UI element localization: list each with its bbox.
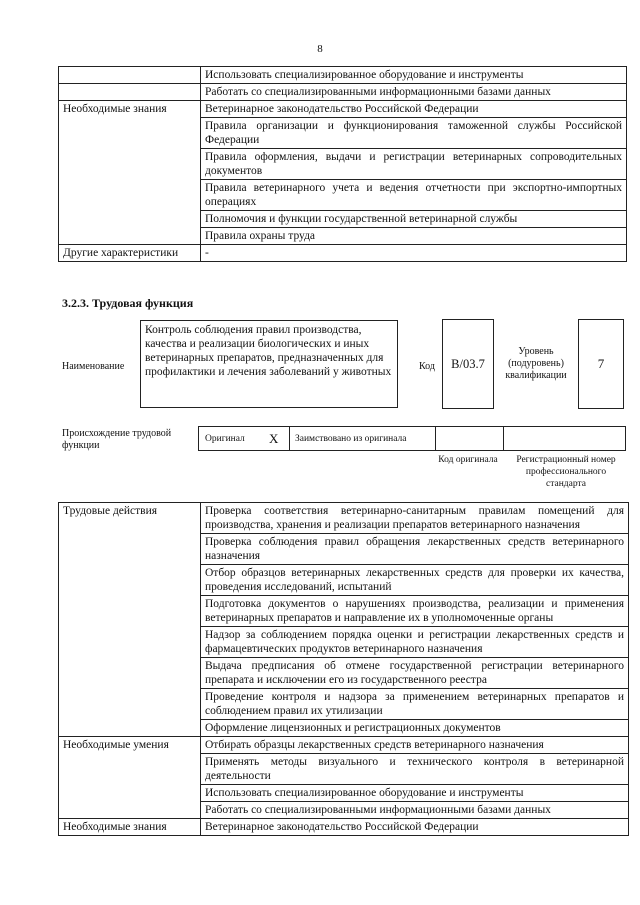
- table-row: [59, 503, 629, 534]
- list-item: Проверка соблюдения правил обращения лекарственных средств ветеринарного назначения: [201, 534, 629, 565]
- list-item: Выдача предписания об отмене государственной регистрации ветеринарного препарата и исключении его из государственного реестра: [201, 658, 629, 689]
- row-label: [59, 67, 201, 84]
- labor-function-table: [58, 502, 629, 836]
- row-label-other: Другие характеристики: [59, 245, 201, 262]
- row-label-skills: Необходимые умения: [59, 737, 201, 819]
- list-item: Правила организации и функционирования таможенной службы Российской Федерации: [201, 118, 627, 149]
- table-row: [59, 84, 627, 101]
- list-item: Проведение контроля и надзора за применением ветеринарных препаратов и соблюдением правил их утилизации: [201, 689, 629, 720]
- list-item: Использовать специализированное оборудование и инструменты: [201, 785, 629, 802]
- list-item: Надзор за соблюдением порядка оценки и регистрации лекарственных средств и фармацевтических продуктов ветеринарного назначения: [201, 627, 629, 658]
- list-item: Работать со специализированными информационными базами данных: [201, 802, 629, 819]
- original-label: Оригинал: [205, 433, 245, 444]
- top-requirements-table: [58, 66, 627, 262]
- list-item: Применять методы визуального и технического контроля в ветеринарной деятельности: [201, 754, 629, 785]
- list-item: Проверка соответствия ветеринарно-санитарным правилам помещений для производства, хранения и реализации препаратов ветеринарного назначения: [201, 503, 629, 534]
- table-row: [59, 819, 629, 836]
- list-item: Отбор образцов ветеринарных лекарственных средств для проверки их качества, проведения исследований, испытаний: [201, 565, 629, 596]
- name-label: Наименование: [62, 361, 125, 372]
- list-item: Подготовка документов о нарушениях производства, реализации и применения ветеринарных препаратов и направление их в уполномоченные органы: [201, 596, 629, 627]
- code-label: Код: [419, 361, 435, 372]
- list-item: Правила охраны труда: [201, 228, 627, 245]
- code-value: В/03.7: [442, 319, 494, 409]
- list-item: -: [201, 245, 627, 262]
- list-item: Отбирать образцы лекарственных средств ветеринарного назначения: [201, 737, 629, 754]
- origin-row: [198, 426, 626, 451]
- list-item: Оформление лицензионных и регистрационных документов: [201, 720, 629, 737]
- list-item: Ветеринарное законодательство Российской Федерации: [201, 819, 629, 836]
- original-mark: X: [269, 430, 279, 446]
- list-item: Использовать специализированное оборудование и инструменты: [201, 67, 627, 84]
- code-original-label: Код оригинала: [438, 455, 498, 465]
- reg-number-label: Регистрационный номер профессионального стандарта: [516, 455, 616, 489]
- list-item: Полномочия и функции государственной ветеринарной службы: [201, 211, 627, 228]
- page-number: 8: [317, 43, 323, 55]
- borrowed-label: Заимствовано из оригинала: [295, 433, 407, 444]
- list-item: Ветеринарное законодательство Российской Федерации: [201, 101, 627, 118]
- row-label-knowledge: Необходимые знания: [59, 101, 201, 245]
- table-row: [59, 245, 627, 262]
- table-row: [59, 101, 627, 118]
- level-label: Уровень (подуровень) квалификации: [505, 346, 567, 381]
- table-row: [59, 67, 627, 84]
- table-row: [59, 737, 629, 754]
- list-item: Работать со специализированными информационными базами данных: [201, 84, 627, 101]
- list-item: Правила ветеринарного учета и ведения отчетности при экспортно-импортных операциях: [201, 180, 627, 211]
- level-value: 7: [578, 319, 624, 409]
- row-label-actions: Трудовые действия: [59, 503, 201, 737]
- list-item: Правила оформления, выдачи и регистрации ветеринарных сопроводительных документов: [201, 149, 627, 180]
- origin-label: Происхождение трудовой функции: [62, 428, 172, 451]
- row-label-knowledge: Необходимые знания: [59, 819, 201, 836]
- section-heading: 3.2.3. Трудовая функция: [62, 296, 194, 310]
- function-name-value: Контроль соблюдения правил производства, качества и реализации биологических и иных ветеринарных препаратов, предназначенных для профилактики и лечения заболеваний у животных: [140, 320, 398, 408]
